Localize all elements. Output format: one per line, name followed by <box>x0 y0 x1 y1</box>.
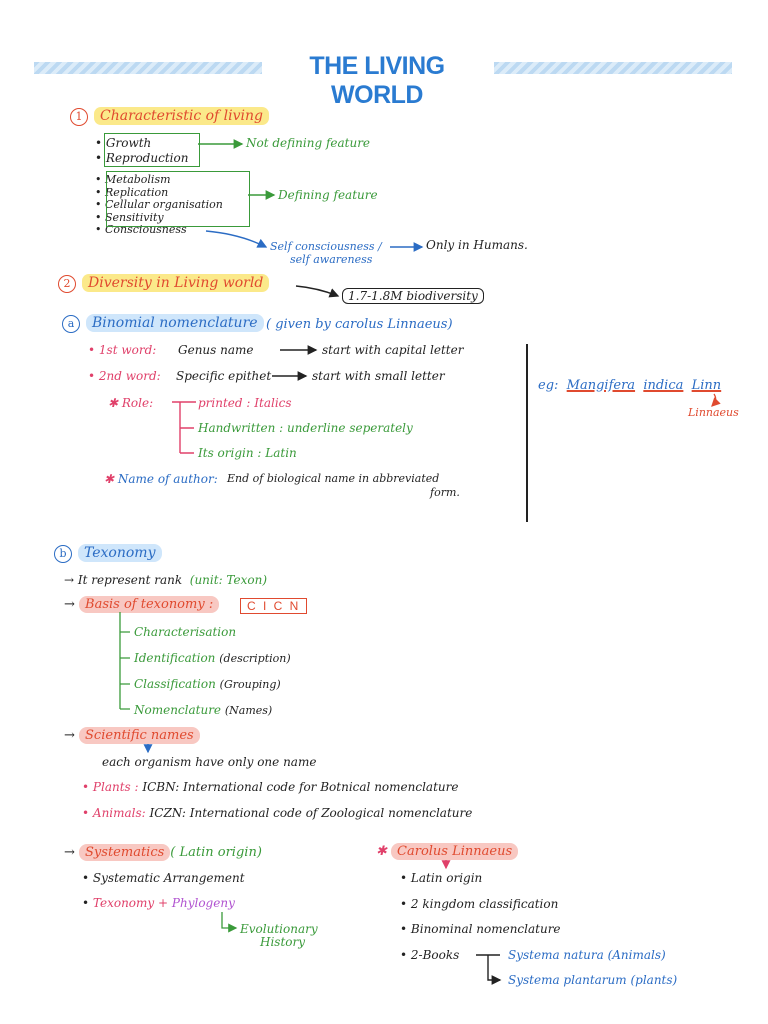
sec1-humans-note: Only in Humans. <box>426 238 528 252</box>
eg-genus: Mangifera <box>566 378 636 393</box>
secA-given-by: ( given by carolus Linnaeus) <box>266 317 453 332</box>
books-label: • 2-Books <box>400 948 460 962</box>
basis-tree <box>120 612 130 709</box>
sec1-group2-box <box>106 171 250 227</box>
eg-author: Linn <box>691 378 722 393</box>
divider-line <box>526 344 528 522</box>
systematics-line: → Systematics ( Latin origin) <box>64 845 262 860</box>
secB-letter: b <box>54 545 72 563</box>
sec1-heading-text: Characteristic of living <box>94 107 269 125</box>
evo-2: History <box>260 935 306 949</box>
basis-label: Basis of texonomy : <box>79 596 219 613</box>
basis-line: → Basis of texonomy : <box>64 597 219 612</box>
role-label: ✱ Role: <box>108 396 154 410</box>
sci-note: each organism have only one name <box>102 755 317 769</box>
sec1-group2-note: Defining feature <box>278 188 378 202</box>
secA-heading <box>62 315 264 333</box>
secB-heading-text: Texonomy <box>78 544 162 562</box>
second-word-rule: start with small letter <box>312 369 445 383</box>
carolus-line: ✱ Carolus Linnaeus <box>376 844 518 859</box>
sec1-group2-item-0: • Metabolism <box>95 173 171 186</box>
carolus: Carolus Linnaeus <box>391 843 518 860</box>
sci-names: Scientific names <box>79 727 200 744</box>
author-text-1: End of biological name in abbreviated <box>227 472 440 485</box>
sec1-group2-item-1: • Replication <box>95 185 169 199</box>
basis-item-2: Classification (Grouping) <box>134 677 281 691</box>
book-1: Systema plantarum (plants) <box>508 973 678 987</box>
evo-1: Evolutionary <box>240 922 318 936</box>
secA-heading-text: Binomial nomenclature <box>86 314 264 332</box>
tax-phy-line: • Texonomy + Phylogeny <box>82 896 235 910</box>
eg-species: indica <box>643 378 684 393</box>
sci-names-line: → Scientific names <box>64 728 200 743</box>
first-word-label: • 1st word: <box>88 343 157 357</box>
rank-text: It represent rank <box>77 573 183 587</box>
sec2-heading-text: Diversity in Living world <box>82 274 269 292</box>
sec1-group1-note: Not defining feature <box>246 136 371 150</box>
sec1-conscious-note-1: Self consciousness / <box>270 240 382 253</box>
sec1-group2-item-3: • Sensitivity <box>95 210 164 224</box>
book-0: Systema natura (Animals) <box>508 948 666 962</box>
carolus-item-1: • 2 kingdom classification <box>400 897 559 911</box>
page-title: THE LIVING WORLD <box>309 52 445 109</box>
rank-unit: (unit: Texon) <box>189 573 267 587</box>
secB-heading <box>54 545 162 563</box>
books-branches <box>476 955 500 980</box>
basis-item-0: Characterisation <box>134 625 237 639</box>
sec1-group2-item-4: • Consciousness <box>95 223 187 236</box>
eg-line <box>538 378 721 393</box>
eg-author-arrow <box>712 394 716 406</box>
role-branches <box>172 402 196 453</box>
basis-code: C I C N <box>240 598 307 614</box>
sec1-group1-box <box>104 133 200 167</box>
secA-letter: a <box>62 315 80 333</box>
rank-line: → It represent rank (unit: Texon) <box>64 573 267 587</box>
arrow-evolutionary <box>222 912 236 928</box>
sec1-group1-item-1: • Reproduction <box>95 151 189 165</box>
title-band-left <box>34 62 262 74</box>
systematics: Systematics <box>79 844 170 861</box>
carolus-item-0: • Latin origin <box>400 871 483 885</box>
author-text-2: form. <box>430 486 460 499</box>
sec1-heading <box>70 108 269 126</box>
sec1-num: 1 <box>70 108 88 126</box>
role-item-2: Its origin : Latin <box>198 446 297 460</box>
second-word-text: Specific epithet <box>176 369 272 383</box>
first-word-rule: start with capital letter <box>322 343 464 357</box>
title-band-right <box>494 62 732 74</box>
eg-label: eg: <box>538 378 559 393</box>
role-item-1: Handwritten : underline seperately <box>198 421 413 435</box>
animals-line: • Animals: ICZN: International code of Zoological nomenclature <box>82 806 473 820</box>
carolus-item-2: • Binominal nomenclature <box>400 922 561 936</box>
sec1-group1-item-0: • Growth <box>95 136 152 150</box>
arrow-biodiversity <box>296 286 338 296</box>
systematics-note: ( Latin origin) <box>170 845 262 860</box>
basis-item-1: Identification (description) <box>134 651 291 665</box>
role-item-0: printed : Italics <box>198 396 292 410</box>
sec2-num: 2 <box>58 275 76 293</box>
basis-item-3: Nomenclature (Names) <box>134 703 273 717</box>
second-word-label: • 2nd word: <box>88 369 161 383</box>
biodiversity-badge: 1.7-1.8M biodiversity <box>342 288 484 304</box>
sec1-group2-item-2: • Cellular organisation <box>95 198 223 211</box>
sec2-heading <box>58 275 269 293</box>
first-word-text: Genus name <box>178 343 254 357</box>
author-label: ✱ Name of author: <box>104 472 218 486</box>
eg-author-note: Linnaeus <box>688 406 739 419</box>
sec1-conscious-note-2: self awareness <box>290 253 373 266</box>
systematic-arr: • Systematic Arrangement <box>82 871 245 885</box>
plants-line: • Plants : ICBN: International code for Botnical nomenclature <box>82 780 459 794</box>
